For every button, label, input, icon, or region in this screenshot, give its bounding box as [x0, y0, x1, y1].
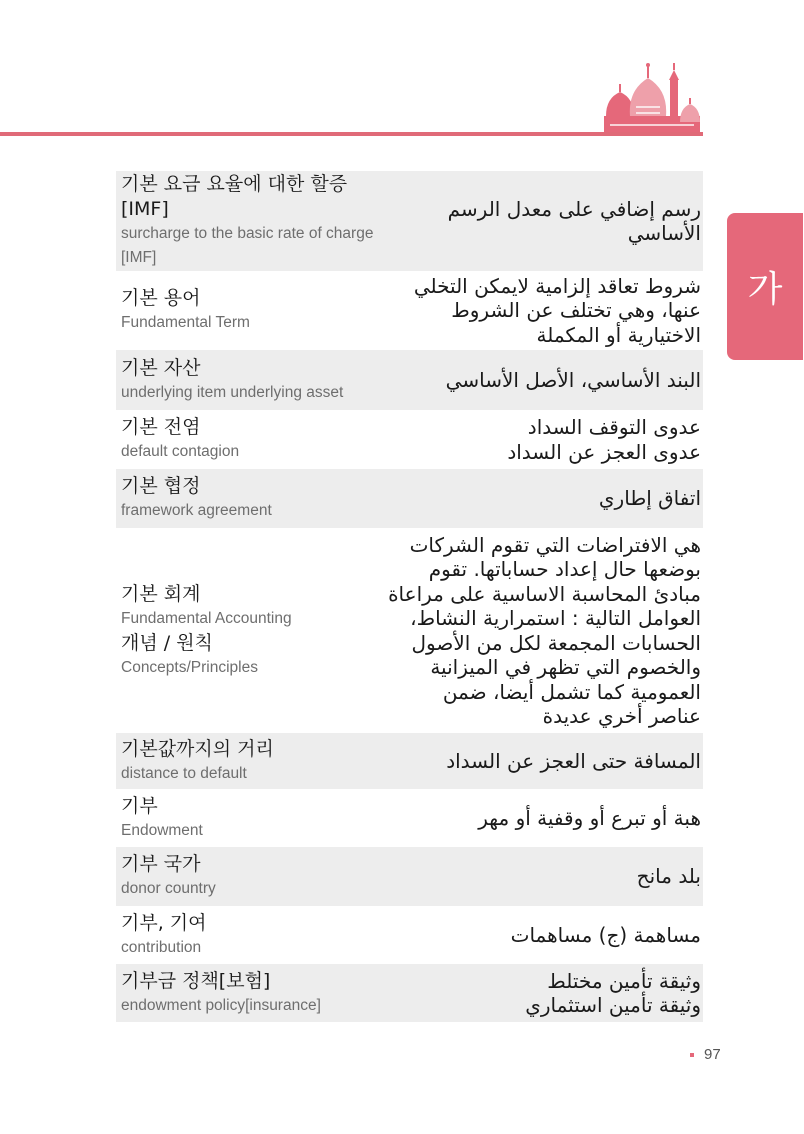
korean-term: 기본 요금 요율에 대한 할증 [IMF] [121, 173, 348, 220]
korean-term: 기본 회계 [121, 582, 201, 605]
header-rule [0, 132, 703, 136]
korean-term: 기부 [121, 794, 158, 817]
glossary-row [116, 789, 703, 847]
english-term: Endowment [121, 821, 203, 839]
glossary-row [116, 410, 703, 469]
english-term: Fundamental Accounting [121, 609, 292, 627]
korean-term: 기부금 정책[보험] [121, 969, 271, 992]
glossary-row [116, 350, 703, 410]
page-number-text: 97 [704, 1046, 721, 1063]
korean-term: 기본값까지의 거리 [121, 737, 274, 760]
english-term: underlying item underlying asset [121, 383, 344, 401]
glossary-row [116, 733, 703, 789]
english-term: surcharge to the basic rate of charge [IMF] [121, 225, 374, 266]
arabic-term: هي الافتراضات التي تقوم الشركات بوضعها حال إعداد حساباتها. تقوم مبادئ المحاسبة الاساسية على مراعاة العوامل التالية : استمرارية النشاط، الحسابات المجمعة لكل من الأصول والخصوم التي تظهر في الميزانية العمومية كما تشمل أيضا، ضمن عناصر أخري عديدة [388, 532, 701, 728]
arabic-term: شروط تعاقد إلزامية لايمكن التخلي عنها، وهي تختلف عن الشروط الاختيارية أو المكملة [413, 273, 701, 347]
korean-term: 기본 용어 [121, 287, 201, 309]
mosque-icon [600, 58, 704, 134]
arabic-term: بلد مانح [636, 864, 701, 889]
glossary-row [116, 469, 703, 528]
glossary-table [116, 171, 703, 1022]
arabic-term: عدوى التوقف السداد عدوى العجز عن السداد [507, 415, 701, 464]
page-number [690, 1046, 721, 1063]
glossary-row [116, 847, 703, 906]
arabic-term: اتفاق إطاري [598, 486, 701, 511]
korean-term: 기본 전염 [121, 416, 201, 438]
english-term: Fundamental Term [121, 314, 250, 331]
arabic-term: هبة أو تبرع أو وقفية أو مهر [478, 805, 701, 830]
korean-term-continued: 개념 / 원칙 [121, 631, 213, 654]
section-tab[interactable] [727, 213, 803, 360]
glossary-row [116, 906, 703, 964]
english-term-continued: Concepts/Principles [121, 658, 258, 676]
english-term: endowment policy[insurance] [121, 996, 321, 1014]
arabic-term: المسافة حتى العجز عن السداد [446, 748, 701, 773]
english-term: default contagion [121, 443, 240, 460]
korean-term: 기부 국가 [121, 853, 201, 875]
glossary-row [116, 964, 703, 1022]
arabic-term: البند الأساسي، الأصل الأساسي [445, 367, 701, 392]
glossary-row [116, 528, 703, 733]
glossary-row [116, 271, 703, 350]
arabic-term: رسم إضافي على معدل الرسم الأساسي [447, 196, 701, 245]
page-marker [690, 1053, 694, 1057]
english-term: contribution [121, 938, 202, 956]
section-tab-label: 가 [747, 269, 783, 310]
english-term: distance to default [121, 764, 247, 782]
korean-term: 기부, 기여 [121, 911, 207, 934]
korean-term: 기본 자산 [121, 356, 201, 379]
glossary-row [116, 171, 703, 271]
arabic-term: وثيقة تأمين مختلط وثيقة تأمين استثماري [525, 968, 701, 1017]
arabic-term: مساهمة (ج) مساهمات [510, 922, 701, 947]
korean-term: 기본 협정 [121, 475, 201, 497]
english-term: donor country [121, 880, 216, 897]
english-term: framework agreement [121, 502, 272, 519]
